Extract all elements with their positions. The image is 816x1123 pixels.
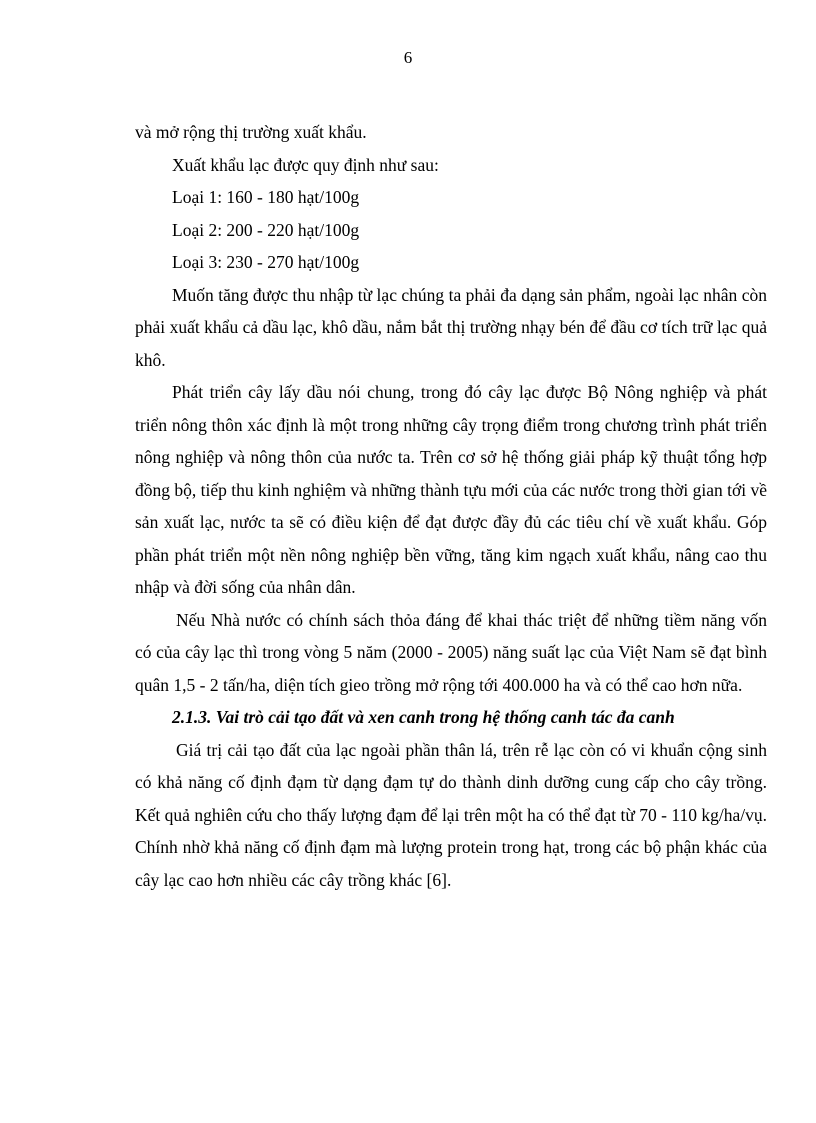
paragraph-income: Muốn tăng được thu nhập từ lạc chúng ta phải đa dạng sản phẩm, ngoài lạc nhân còn phải xuất khẩu cả dầu lạc, khô dầu, nắm bắt thị trường nhạy bén để đầu cơ tích trữ lạc quả khô. <box>135 284 767 370</box>
paragraph-soil-improvement: Giá trị cải tạo đất của lạc ngoài phần thân lá, trên rễ lạc còn có vi khuẩn cộng sinh có khả năng cố định đạm từ dạng đạm tự do thành dinh dưỡng cung cấp cho cây trồng. Kết quả nghiên cứu cho thấy lượng đạm để lại trên một ha có thể đạt từ 70 - 110 kg/ha/vụ. Chính nhờ khả năng cố định đạm mà lượng protein trong hạt, trong các bộ phận khác của cây lạc cao hơn nhiều các cây trồng khác [6]. <box>135 739 767 890</box>
page-number: 6 <box>403 48 413 67</box>
paragraph-export-rules: Xuất khẩu lạc được quy định như sau: <box>172 154 439 175</box>
document-body <box>135 116 767 896</box>
list-item-grade-1: Loại 1: 160 - 180 hạt/100g <box>172 187 360 207</box>
paragraph-policy: Nếu Nhà nước có chính sách thỏa đáng để khai thác triệt để những tiềm năng vốn có của cây lạc thì trong vòng 5 năm (2000 - 2005) năng suất lạc của Việt Nam sẽ đạt bình quân 1,5 - 2 tấn/ha, diện tích gieo trồng mở rộng tới 400.000 ha và có thể cao hơn nữa. <box>135 609 767 695</box>
paragraph-continuation: và mở rộng thị trường xuất khẩu. <box>135 122 367 142</box>
list-item-grade-2: Loại 2: 200 - 220 hạt/100g <box>172 219 360 240</box>
list-item-grade-3: Loại 3: 230 - 270 hạt/100g <box>172 252 360 272</box>
section-heading: 2.1.3. Vai trò cải tạo đất và xen canh trong hệ thống canh tác đa canh <box>172 707 675 727</box>
paragraph-oil-crops: Phát triển cây lấy dầu nói chung, trong đó cây lạc được Bộ Nông nghiệp và phát triển nông thôn xác định là một trong những cây trọng điểm trong chương trình phát triển nông nghiệp và nông thôn của nước ta. Trên cơ sở hệ thống giải pháp kỹ thuật tổng hợp đồng bộ, tiếp thu kinh nghiệm và những thành tựu mới của các nước trong thời gian tới về sản xuất lạc, nước ta sẽ có điều kiện để đạt được đầy đủ các tiêu chí về xuất khẩu. Góp phần phát triển một nền nông nghiệp bền vững, tăng kim ngạch xuất khẩu, nâng cao thu nhập và đời sống của nhân dân. <box>135 382 767 597</box>
